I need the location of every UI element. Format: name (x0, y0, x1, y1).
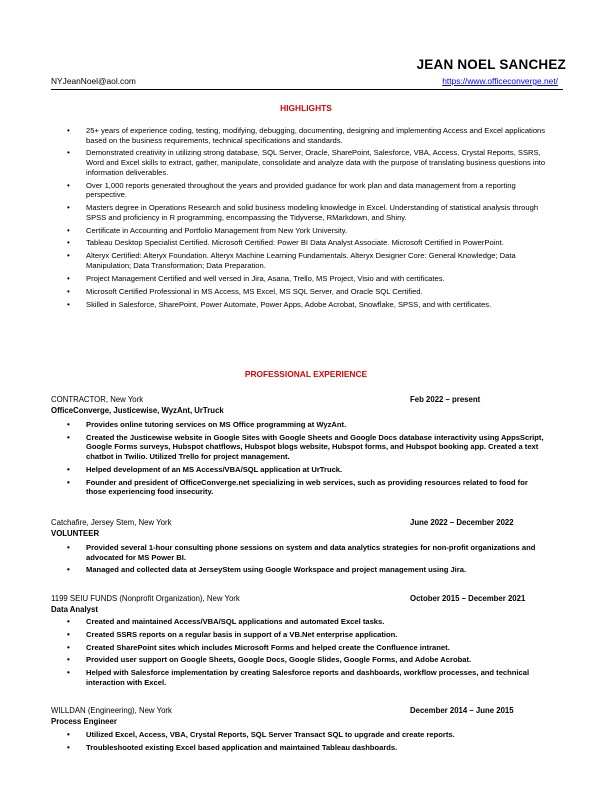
list-item: • Over 1,000 reports generated throughout the years and provided guidance for work plan and data management from a reporting perspective. (0, 181, 546, 200)
job-dates: October 2015 – December 2021 (410, 594, 526, 603)
job-bullets (0, 617, 546, 691)
list-item: • Provided user support on Google Sheets, Google Docs, Google Slides, Google Forms, and Adobe Acrobat. (0, 655, 546, 665)
list-item: • Helped with Salesforce implementation by creating Salesforce reports and dashboards, workflow processes, and technical interaction with Excel. (0, 668, 546, 687)
list-item: • Tableau Desktop Specialist Certified. Microsoft Certified: Power BI Data Analyst Associate. Microsoft Certified in PowerPoint. (0, 238, 546, 248)
list-item: • Created and maintained Access/VBA/SQL applications and automated Excel tasks. (0, 617, 546, 627)
job-entry (51, 518, 561, 539)
candidate-name: JEAN NOEL SANCHEZ (416, 57, 566, 72)
list-item: • 25+ years of experience coding, testing, modifying, debugging, documenting, designing and implementing Access and Excel applications based on the business requirements, technical specifications and standards. (0, 126, 546, 145)
experience-heading: PROFESSIONAL EXPERIENCE (244, 369, 368, 379)
website-link[interactable]: https://www.officeconverge.net/ (442, 76, 558, 86)
list-item: • Created SSRS reports on a regular basis in support of a VB.Net enterprise application. (0, 630, 546, 640)
job-dates: June 2022 – December 2022 (410, 518, 514, 527)
highlights-heading: HIGHLIGHTS (280, 103, 332, 113)
job-bullets (0, 730, 546, 756)
job-dates: Feb 2022 – present (410, 395, 481, 404)
list-item: • Helped development of an MS Access/VBA/SQL application at UrTruck. (0, 465, 546, 475)
list-item: • Certificate in Accounting and Portfolio Management from New York University. (0, 226, 546, 236)
list-item: • Project Management Certified and well versed in Jira, Asana, Trello, MS Project, Visio and with certificates. (0, 274, 546, 284)
job-role: OfficeConverge, Justicewise, WyzAnt, UrTruck (51, 405, 224, 415)
job-role: VOLUNTEER (51, 528, 100, 538)
job-entry (51, 594, 561, 615)
list-item: • Microsoft Certified Professional in MS Access, MS Excel, MS SQL Server, and Oracle SQL Certified. (0, 287, 546, 297)
list-item: • Alteryx Certified: Alteryx Foundation. Alteryx Machine Learning Fundamentals. Alteryx Designer Core: General Knowledge; Data Manipulation; Data Transformation; Data Preparation. (0, 251, 546, 270)
list-item: • Utilized Excel, Access, VBA, Crystal Reports, SQL Server Transact SQL to upgrade and create reports. (0, 730, 546, 740)
list-item: • Provides online tutoring services on MS Office programming at WyzAnt. (0, 420, 546, 430)
job-entry (51, 395, 561, 416)
list-item: • Founder and president of OfficeConverge.net specializing in web services, such as providing resources related to food for those experiencing food insecurity. (0, 478, 546, 497)
job-employer: Catchafire, Jersey Stem, New York (51, 518, 172, 527)
job-dates: December 2014 – June 2015 (410, 706, 514, 715)
list-item: • Provided several 1-hour consulting phone sessions on system and data analytics strategies for non-profit organizations and advocated for MS Power BI. (0, 543, 546, 562)
job-bullets (0, 543, 546, 578)
list-item: • Masters degree in Operations Research and solid business modeling knowledge in Excel. Understanding of statistical analysis through SPSS and proficiency in R programming, encompassing the Tidyverse, RMarkdown, and Shiny. (0, 203, 546, 222)
job-bullets (0, 420, 546, 500)
job-role: Process Engineer (51, 716, 117, 726)
job-role: Data Analyst (51, 604, 98, 614)
list-item: • Demonstrated creativity in utilizing strong database, SQL Server, Oracle, SharePoint, Salesforce, VBA, Access, Crystal Reports, SSRS, Word and Excel skills to extract, gather, manipulate, consolidate and analyze data with the purpose of translating business questions into information deliverables. (0, 148, 546, 177)
job-employer: WILLDAN (Engineering), New York (51, 706, 172, 715)
header-divider (51, 89, 563, 90)
job-employer: CONTRACTOR, New York (51, 395, 144, 404)
list-item: • Created SharePoint sites which includes Microsoft Forms and helped create the Confluence intranet. (0, 643, 546, 653)
list-item: • Skilled in Salesforce, SharePoint, Power Automate, Power Apps, Adobe Acrobat, Snowflake, SPSS, and with certificates. (0, 300, 546, 310)
list-item: • Troubleshooted existing Excel based application and maintained Tableau dashboards. (0, 743, 546, 753)
job-employer: 1199 SEIU FUNDS (Nonprofit Organization), New York (51, 594, 240, 603)
email-address: NYJeanNoel@aol.com (51, 76, 136, 86)
list-item: • Created the Justicewise website in Google Sites with Google Sheets and Google Docs database interactivity using AppsScript, Google Forms surveys, Hubspot chatflows, Hubspot blogs website, Hubspot forms, and Hubspot booking app. Created a text chatbot in Twilio. Utilized Trello for project management. (0, 433, 546, 462)
list-item: • Managed and collected data at JerseyStem using Google Workspace and project management using Jira. (0, 565, 546, 575)
highlights-list (0, 126, 546, 312)
job-entry (51, 706, 561, 727)
